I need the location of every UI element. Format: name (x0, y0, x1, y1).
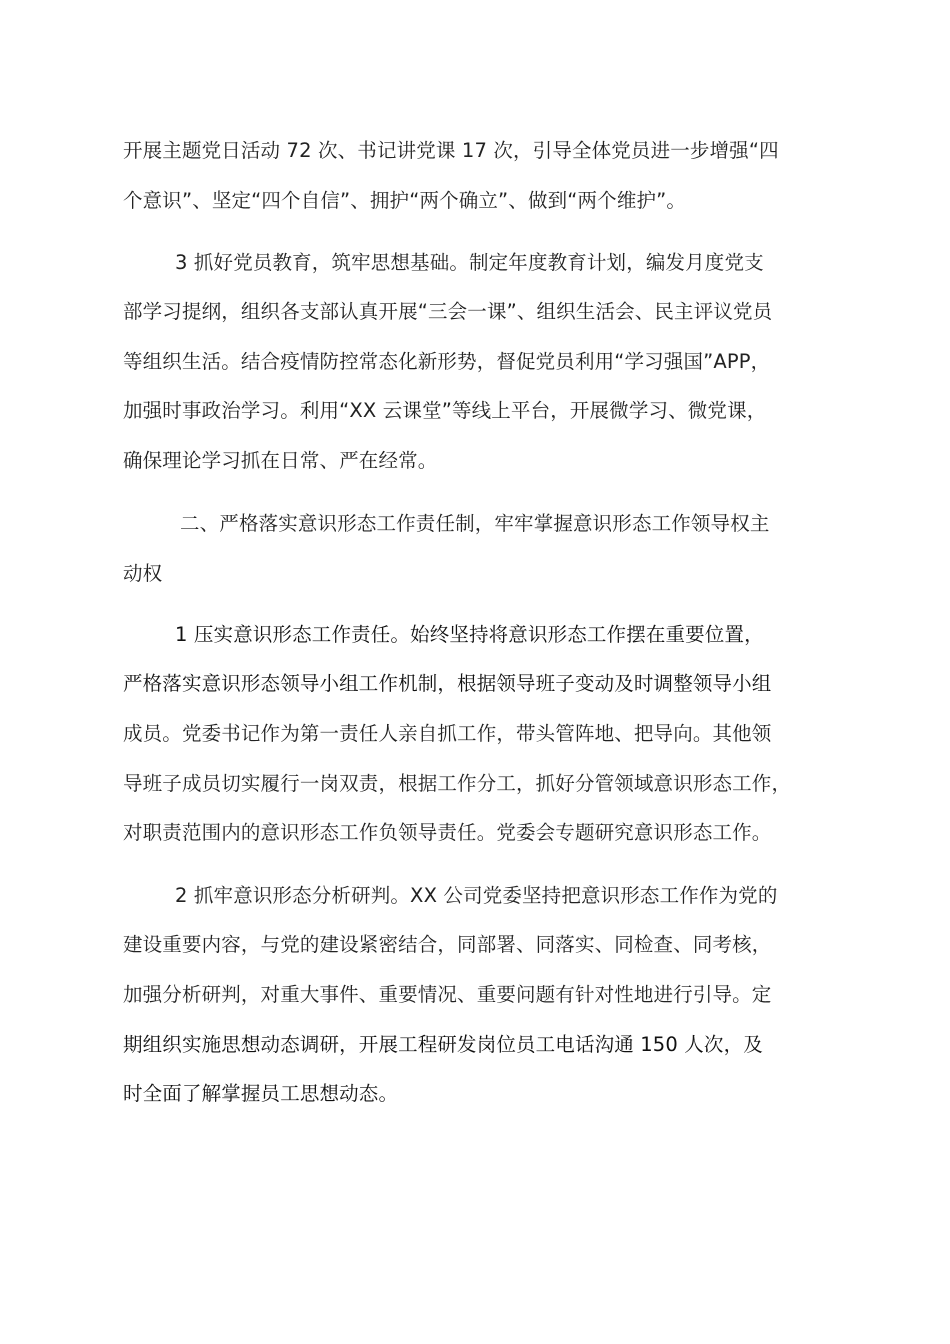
paragraph-line: 成员。党委书记作为第一责任人亲自抓工作，带头管阵地、把导向。其他领 (123, 722, 772, 745)
paragraph-line: 开展主题党日活动 72 次、书记讲党课 17 次，引导全体党员进一步增强“四 (123, 139, 779, 162)
paragraph-line: 3 抓好党员教育，筑牢思想基础。制定年度教育计划，编发月度党支 (175, 251, 764, 274)
paragraph-line: 时全面了解掌握员工思想动态。 (123, 1082, 399, 1105)
paragraph-line: 部学习提纲，组织各支部认真开展“三会一课”、组织生活会、民主评议党员 (123, 300, 773, 323)
paragraph-line: 对职责范围内的意识形态工作负领导责任。党委会专题研究意识形态工作。 (123, 821, 772, 844)
paragraph-line: 个意识”、坚定“四个自信”、拥护“两个确立”、做到“两个维护”。 (123, 189, 687, 212)
section-heading-line: 动权 (123, 562, 163, 585)
paragraph-line: 等组织生活。结合疫情防控常态化新形势，督促党员利用“学习强国”APP， (123, 350, 771, 373)
paragraph-line: 导班子成员切实履行一岗双责，根据工作分工，抓好分管领域意识形态工作， (123, 772, 792, 795)
paragraph-line: 确保理论学习抓在日常、严在经常。 (123, 449, 438, 472)
section-heading-line: 二、严格落实意识形态工作责任制，牢牢掌握意识形态工作领导权主 (180, 512, 770, 535)
paragraph-line: 1 压实意识形态工作责任。始终坚持将意识形态工作摆在重要位置， (175, 623, 764, 646)
paragraph-line: 2 抓牢意识形态分析研判。XX 公司党委坚持把意识形态工作作为党的 (175, 884, 778, 907)
paragraph-line: 建设重要内容，与党的建设紧密结合，同部署、同落实、同检查、同考核， (123, 933, 772, 956)
paragraph-line: 期组织实施思想动态调研，开展工程研发岗位员工电话沟通 150 人次，及 (123, 1033, 763, 1056)
paragraph-line: 严格落实意识形态领导小组工作机制，根据领导班子变动及时调整领导小组 (123, 672, 772, 695)
paragraph-line: 加强分析研判，对重大事件、重要情况、重要问题有针对性地进行引导。定 (123, 983, 772, 1006)
paragraph-line: 加强时事政治学习。利用“XX 云课堂”等线上平台，开展微学习、微党课， (123, 399, 767, 422)
